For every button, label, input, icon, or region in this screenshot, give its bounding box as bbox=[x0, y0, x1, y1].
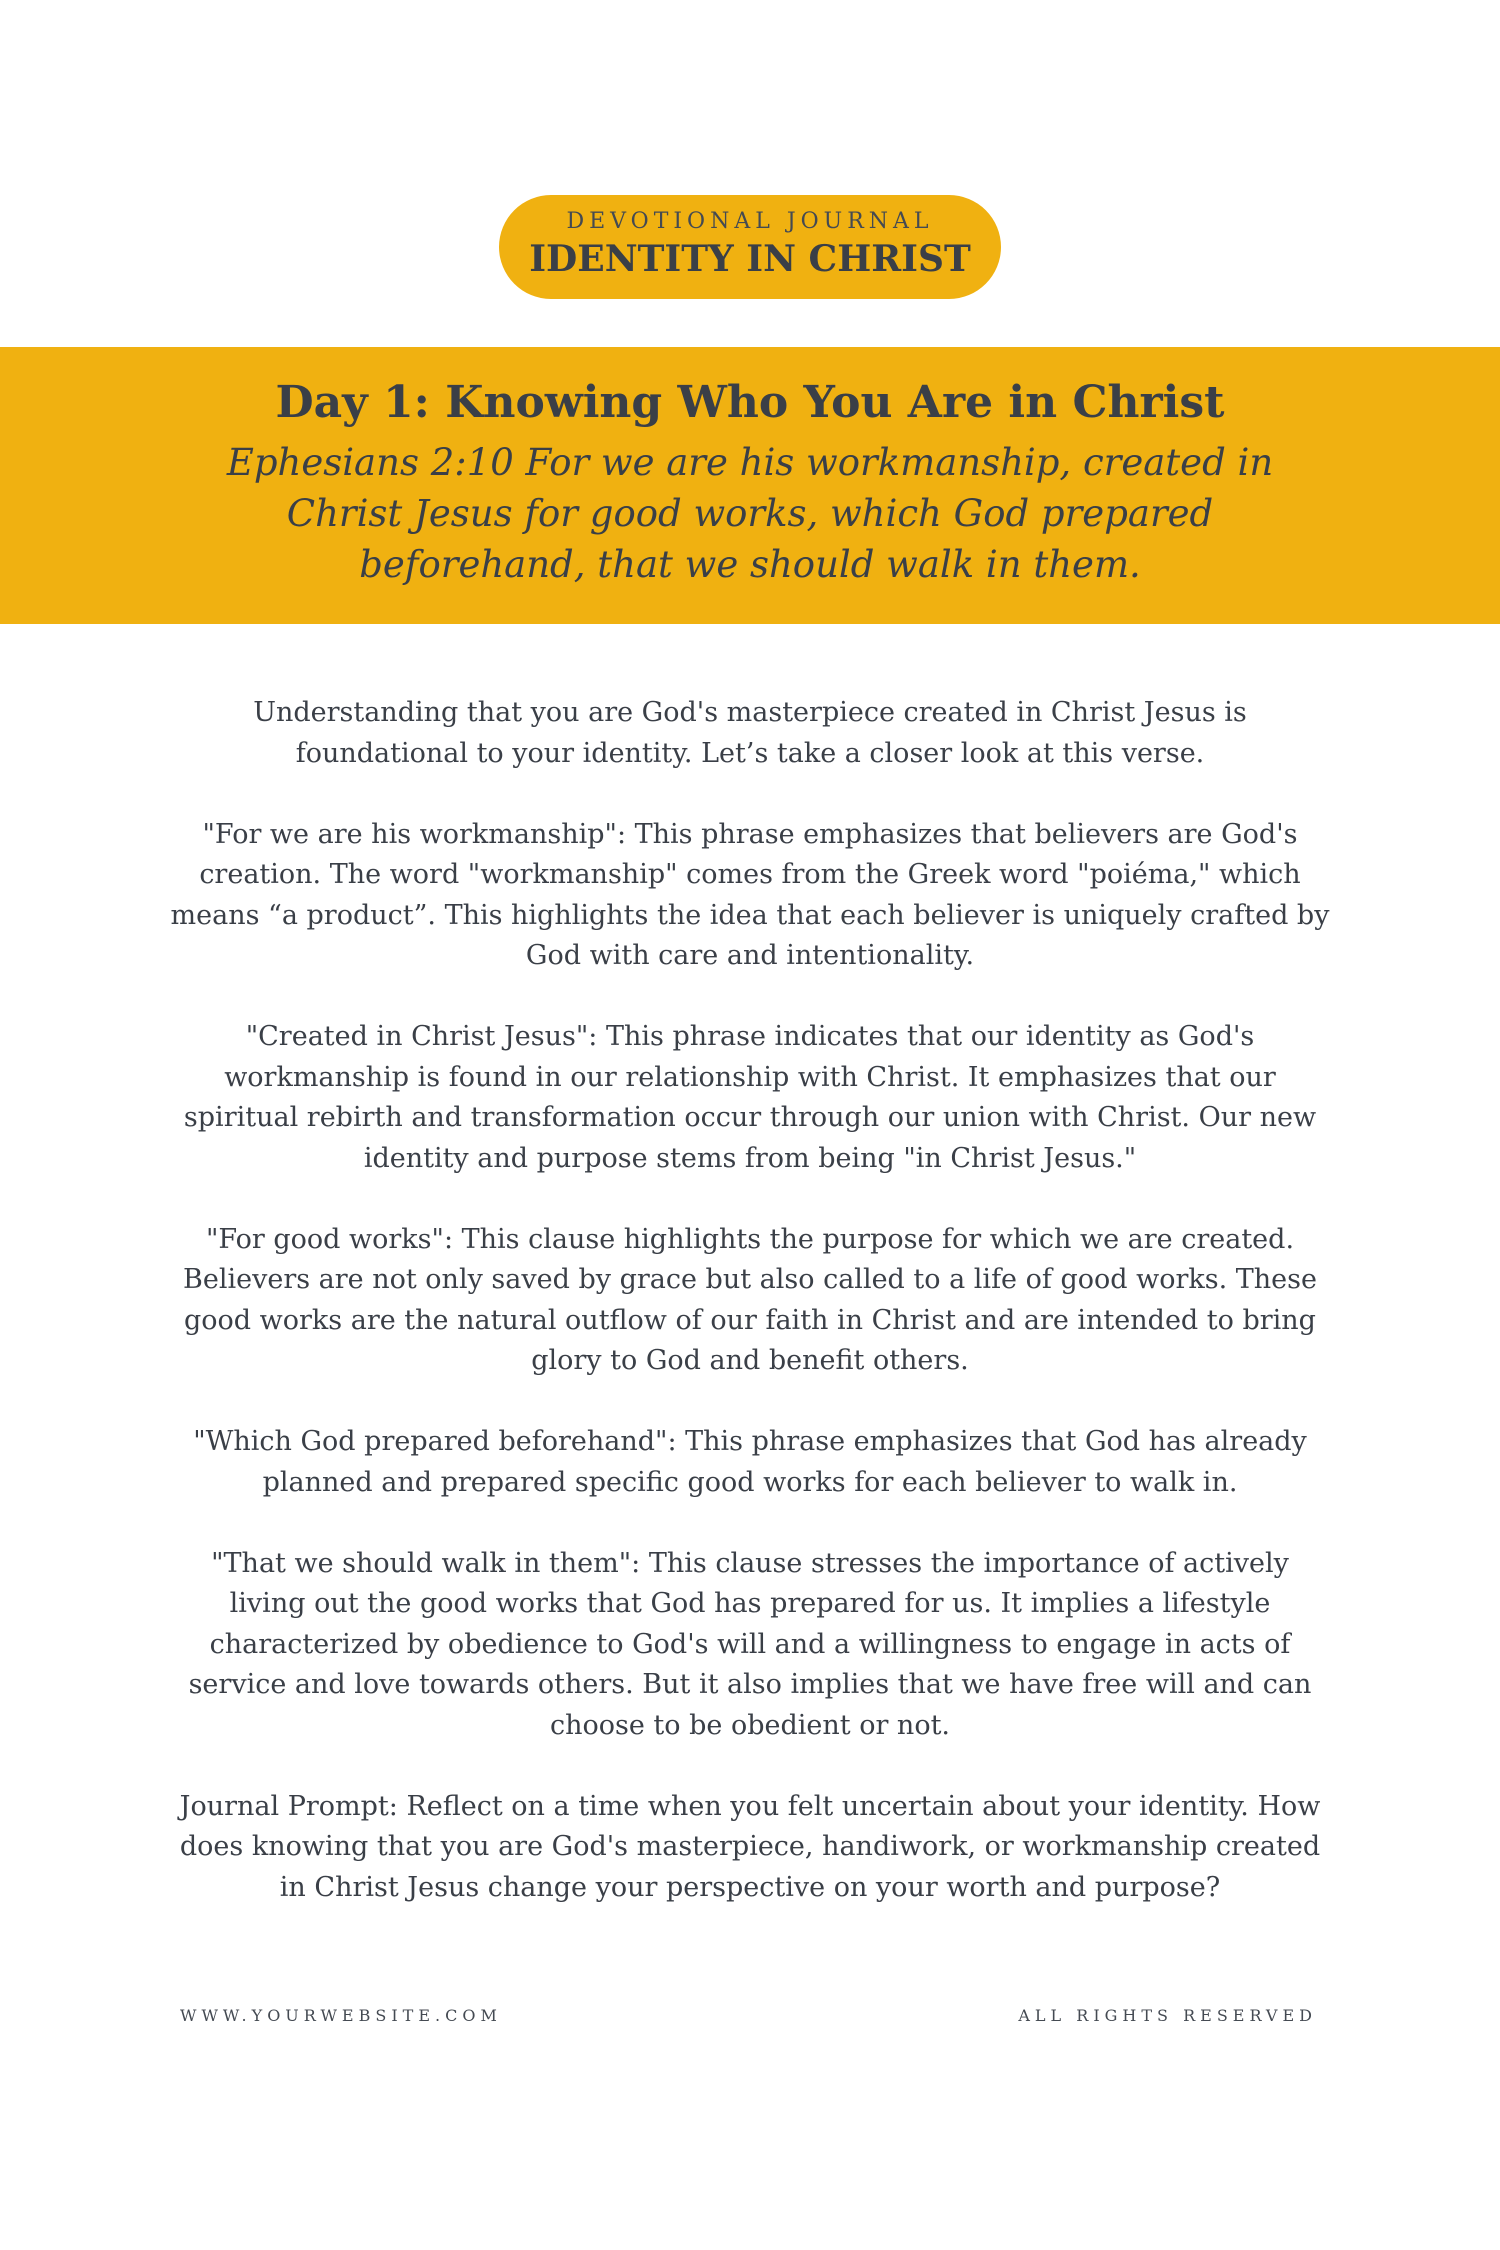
day-title: Day 1: Knowing Who You Are in Christ bbox=[275, 377, 1225, 428]
footer-rights: ALL RIGHTS RESERVED bbox=[1018, 2006, 1317, 2025]
intro-paragraph: Understanding that you are God's masterpiece created in Christ Jesus is foundational to your identity. Let’s take a closer look at this verse. bbox=[253, 697, 1247, 769]
prepared-beforehand-paragraph: "Which God prepared beforehand": This phrase emphasizes that God has already planned and prepared specific good works for each believer to walk in. bbox=[193, 1426, 1307, 1498]
devotional-body bbox=[170, 693, 1330, 1949]
day-banner bbox=[0, 347, 1500, 624]
created-in-christ-paragraph: "Created in Christ Jesus": This phrase indicates that our identity as God's workmanship is found in our relationship with Christ. It emphasizes that our spiritual rebirth and transformation occur through our union with Christ. Our new identity and purpose stems from being "in Christ Jesus." bbox=[183, 1021, 1317, 1174]
journal-header-pill bbox=[499, 195, 1001, 299]
journal-title: IDENTITY IN CHRIST bbox=[529, 238, 971, 280]
walk-in-them-paragraph: "That we should walk in them": This clause stresses the importance of actively living out the good works that God has prepared for us. It implies a lifestyle characterized by obedience to God's will and a willingness to engage in acts of service and love towards others. But it also implies that we have free will and can choose to be obedient or not. bbox=[188, 1547, 1312, 1741]
journal-prompt-paragraph: Journal Prompt: Reflect on a time when you felt uncertain about your identity. How does knowing that you are God's masterpiece, handiwork, or workmanship created in Christ Jesus change your perspective on your worth and purpose? bbox=[179, 1790, 1321, 1903]
workmanship-paragraph: "For we are his workmanship": This phrase emphasizes that believers are God's creation. The word "workmanship" comes from the Greek word "poiéma," which means “a product”. This highlights the idea that each believer is uniquely crafted by God with care and intentionality. bbox=[170, 818, 1330, 971]
good-works-paragraph: "For good works": This clause highlights the purpose for which we are created. Believers are not only saved by grace but also called to a life of good works. These good works are the natural outflow of our faith in Christ and are intended to bring glory to God and benefit others. bbox=[183, 1223, 1317, 1376]
footer-website: WWW.YOURWEBSITE.COM bbox=[180, 2006, 502, 2025]
journal-kicker: DEVOTIONAL JOURNAL bbox=[566, 209, 934, 234]
scripture-verse: Ephesians 2:10 For we are his workmanship, created in Christ Jesus for good works, which God prepared beforehand, that we should walk in them. bbox=[226, 441, 1274, 586]
